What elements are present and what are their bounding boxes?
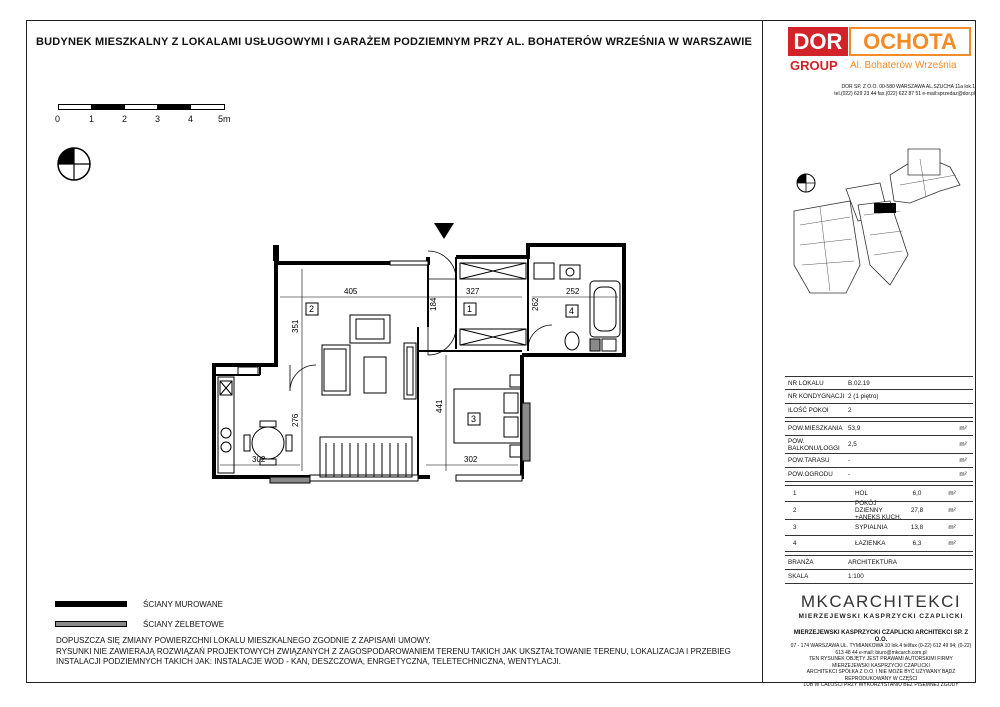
floor-plan	[210, 215, 630, 495]
company-address: DOR SP. Z O.O. 00-580 WARSZAWA AL.SZUCHA 11a lok.1	[841, 84, 975, 90]
architect-logo	[790, 592, 972, 620]
dimension-label: 302	[252, 455, 266, 464]
balcony	[320, 437, 412, 477]
sheet-divider	[762, 20, 763, 683]
architect-logo-sub: MIERZEJEWSKI KASPRZYCKI CZAPLICKI	[798, 613, 964, 620]
room-row: 2 POKÓJ DZIENNY +ANEKS KUCH. 27,8 m²	[785, 502, 973, 520]
wall-legend	[55, 594, 224, 634]
logo-dor: DOR	[788, 27, 848, 56]
dimension-label: 252	[566, 287, 580, 296]
dimension-label: 441	[435, 399, 444, 413]
table-row: BRANŻA ARCHITEKTURA	[785, 556, 973, 570]
note-line: DOPUSZCZA SIĘ ZMIANY POWIERZCHNI LOKALU MIESZKALNEGO ZGODNIE Z ZAPISAMI UMOWY.	[56, 636, 431, 645]
scale-label: 5m	[218, 114, 231, 124]
doors	[290, 251, 552, 391]
architect-address: 07 - 174 WARSZAWA UL. TYMIANKOWA 10 lok.4 tel/fax (0-22) 612 49 94; (0-22) 613 48 44 e-mail: biuro@mkcarch.com.pl	[790, 643, 972, 656]
scale-label: 1	[89, 114, 95, 124]
note-line: INSTALACJI PODZIEMNYCH TAKICH JAK: INSTALACJE WOD - KAN, DESZCZOWA, ENRGETYCZNA, TELETECHNICZNA, WENTYLACJI.	[56, 657, 561, 666]
logo-ochota: OCHOTA	[849, 27, 971, 56]
legend-concrete	[55, 614, 224, 634]
key-plan	[790, 145, 970, 295]
scale-label: 3	[155, 114, 161, 124]
table-row: POW.TARASU - m²	[785, 454, 973, 468]
entrance-arrow-icon	[434, 223, 454, 239]
dimension-label: 302	[464, 455, 478, 464]
table-row: SKALA 1:100	[785, 570, 973, 584]
unit-info-table	[785, 376, 973, 584]
architect-info	[790, 630, 972, 689]
architect-copyright: ARCHITEKCI SPÓŁKA Z O.O. I NIE MOŻE BYĆ UŻYWANY BĄDŹ REPRODUKOWANY W CZĘŚCI	[806, 669, 956, 682]
logo-street: Al. Bohaterów Września	[850, 60, 957, 71]
room-number: 1	[467, 304, 473, 314]
unit-location-marker	[874, 203, 896, 213]
table-row: ILOŚĆ POKOI 2	[785, 404, 973, 418]
scale-segment	[91, 104, 125, 110]
architect-logo-main: MKCARCHITEKCI	[800, 592, 962, 611]
architect-copyright: LUB W CAŁOŚCI PRZY WYKORZYSTANIU BEZ PISEMNEJ ZGODY	[803, 682, 959, 688]
scale-segment	[190, 104, 225, 110]
legend-masonry	[55, 594, 224, 614]
room-number: 4	[569, 306, 575, 316]
table-row: NR KONDYGNACJI 2 (1 piętro)	[785, 390, 973, 404]
developer-contact	[785, 84, 975, 98]
bedroom-bed	[454, 375, 522, 457]
legend-label: ŚCIANY MUROWANE	[143, 599, 224, 609]
dimension-label: 327	[466, 287, 480, 296]
table-row: POW.MIESZKANIA 53,9 m²	[785, 422, 973, 436]
table-row: NR LOKALU B.02.19	[785, 376, 973, 390]
company-phone: tel.(022) 629 23 44 fax.(022) 622 87 51 e-mail:sprzedaz@dor.pl	[834, 91, 975, 97]
scale-segment	[157, 104, 191, 110]
architect-name: MIERZEJEWSKI KASPRZYCKI CZAPLICKI ARCHITEKCI SP. Z O.O.	[793, 630, 969, 643]
living-furniture	[322, 315, 416, 399]
room-row: 1 HOL 6,0 m²	[785, 486, 973, 502]
logo-group: GROUP	[790, 58, 838, 73]
architect-copyright: TEN RYSUNEK OBJĘTY JEST PRAWAMI AUTORSKIMI FIRMY MIERZEJEWSKI KASPRZYCKI CZAPLICKI	[809, 656, 953, 669]
dimension-label: 184	[429, 297, 438, 311]
scale-segment	[124, 104, 158, 110]
table-row: POW. BALKONU/LOGGI 2,5 m²	[785, 436, 973, 454]
drawing-title: BUDYNEK MIESZKALNY Z LOKALAMI USŁUGOWYMI I GARAŻEM PODZIEMNYM PRZY AL. BOHATERÓW WRZEŚNIA W WARSZAWIE	[36, 36, 753, 48]
masonry-swatch	[55, 601, 127, 607]
north-arrow-icon	[54, 146, 98, 186]
room-number: 3	[471, 414, 477, 424]
room-number: 2	[309, 304, 315, 314]
scale-segment	[58, 104, 92, 110]
developer-logo	[788, 27, 972, 77]
scale-label: 0	[55, 114, 61, 124]
dimension-label: 276	[291, 413, 300, 427]
dimension-label: 262	[531, 297, 540, 311]
note-line: RYSUNKI NIE ZAWIERAJĄ ROZWIĄZAŃ PROJEKTOWYCH ZWIĄZANYCH Z ZAGOSPODAROWANIEM TERENU TAKICH JAK UKSZTAŁTOWANIE TERENU, LOKALIZACJA I PRZEBIEG	[56, 646, 731, 656]
room-row: 3 SYPIALNIA 13,8 m²	[785, 520, 973, 536]
concrete-swatch	[55, 621, 127, 627]
scale-bar	[52, 100, 242, 126]
dimension-label: 405	[344, 287, 358, 296]
scale-label: 4	[188, 114, 194, 124]
dimension-label: 351	[291, 319, 300, 333]
scale-label: 2	[122, 114, 128, 124]
drawing-notes	[56, 636, 756, 668]
room-row: 4 ŁAZIENKA 6,3 m²	[785, 536, 973, 552]
legend-label: ŚCIANY ŻELBETOWE	[143, 619, 225, 629]
table-row: POW.OGRODU - m²	[785, 468, 973, 482]
